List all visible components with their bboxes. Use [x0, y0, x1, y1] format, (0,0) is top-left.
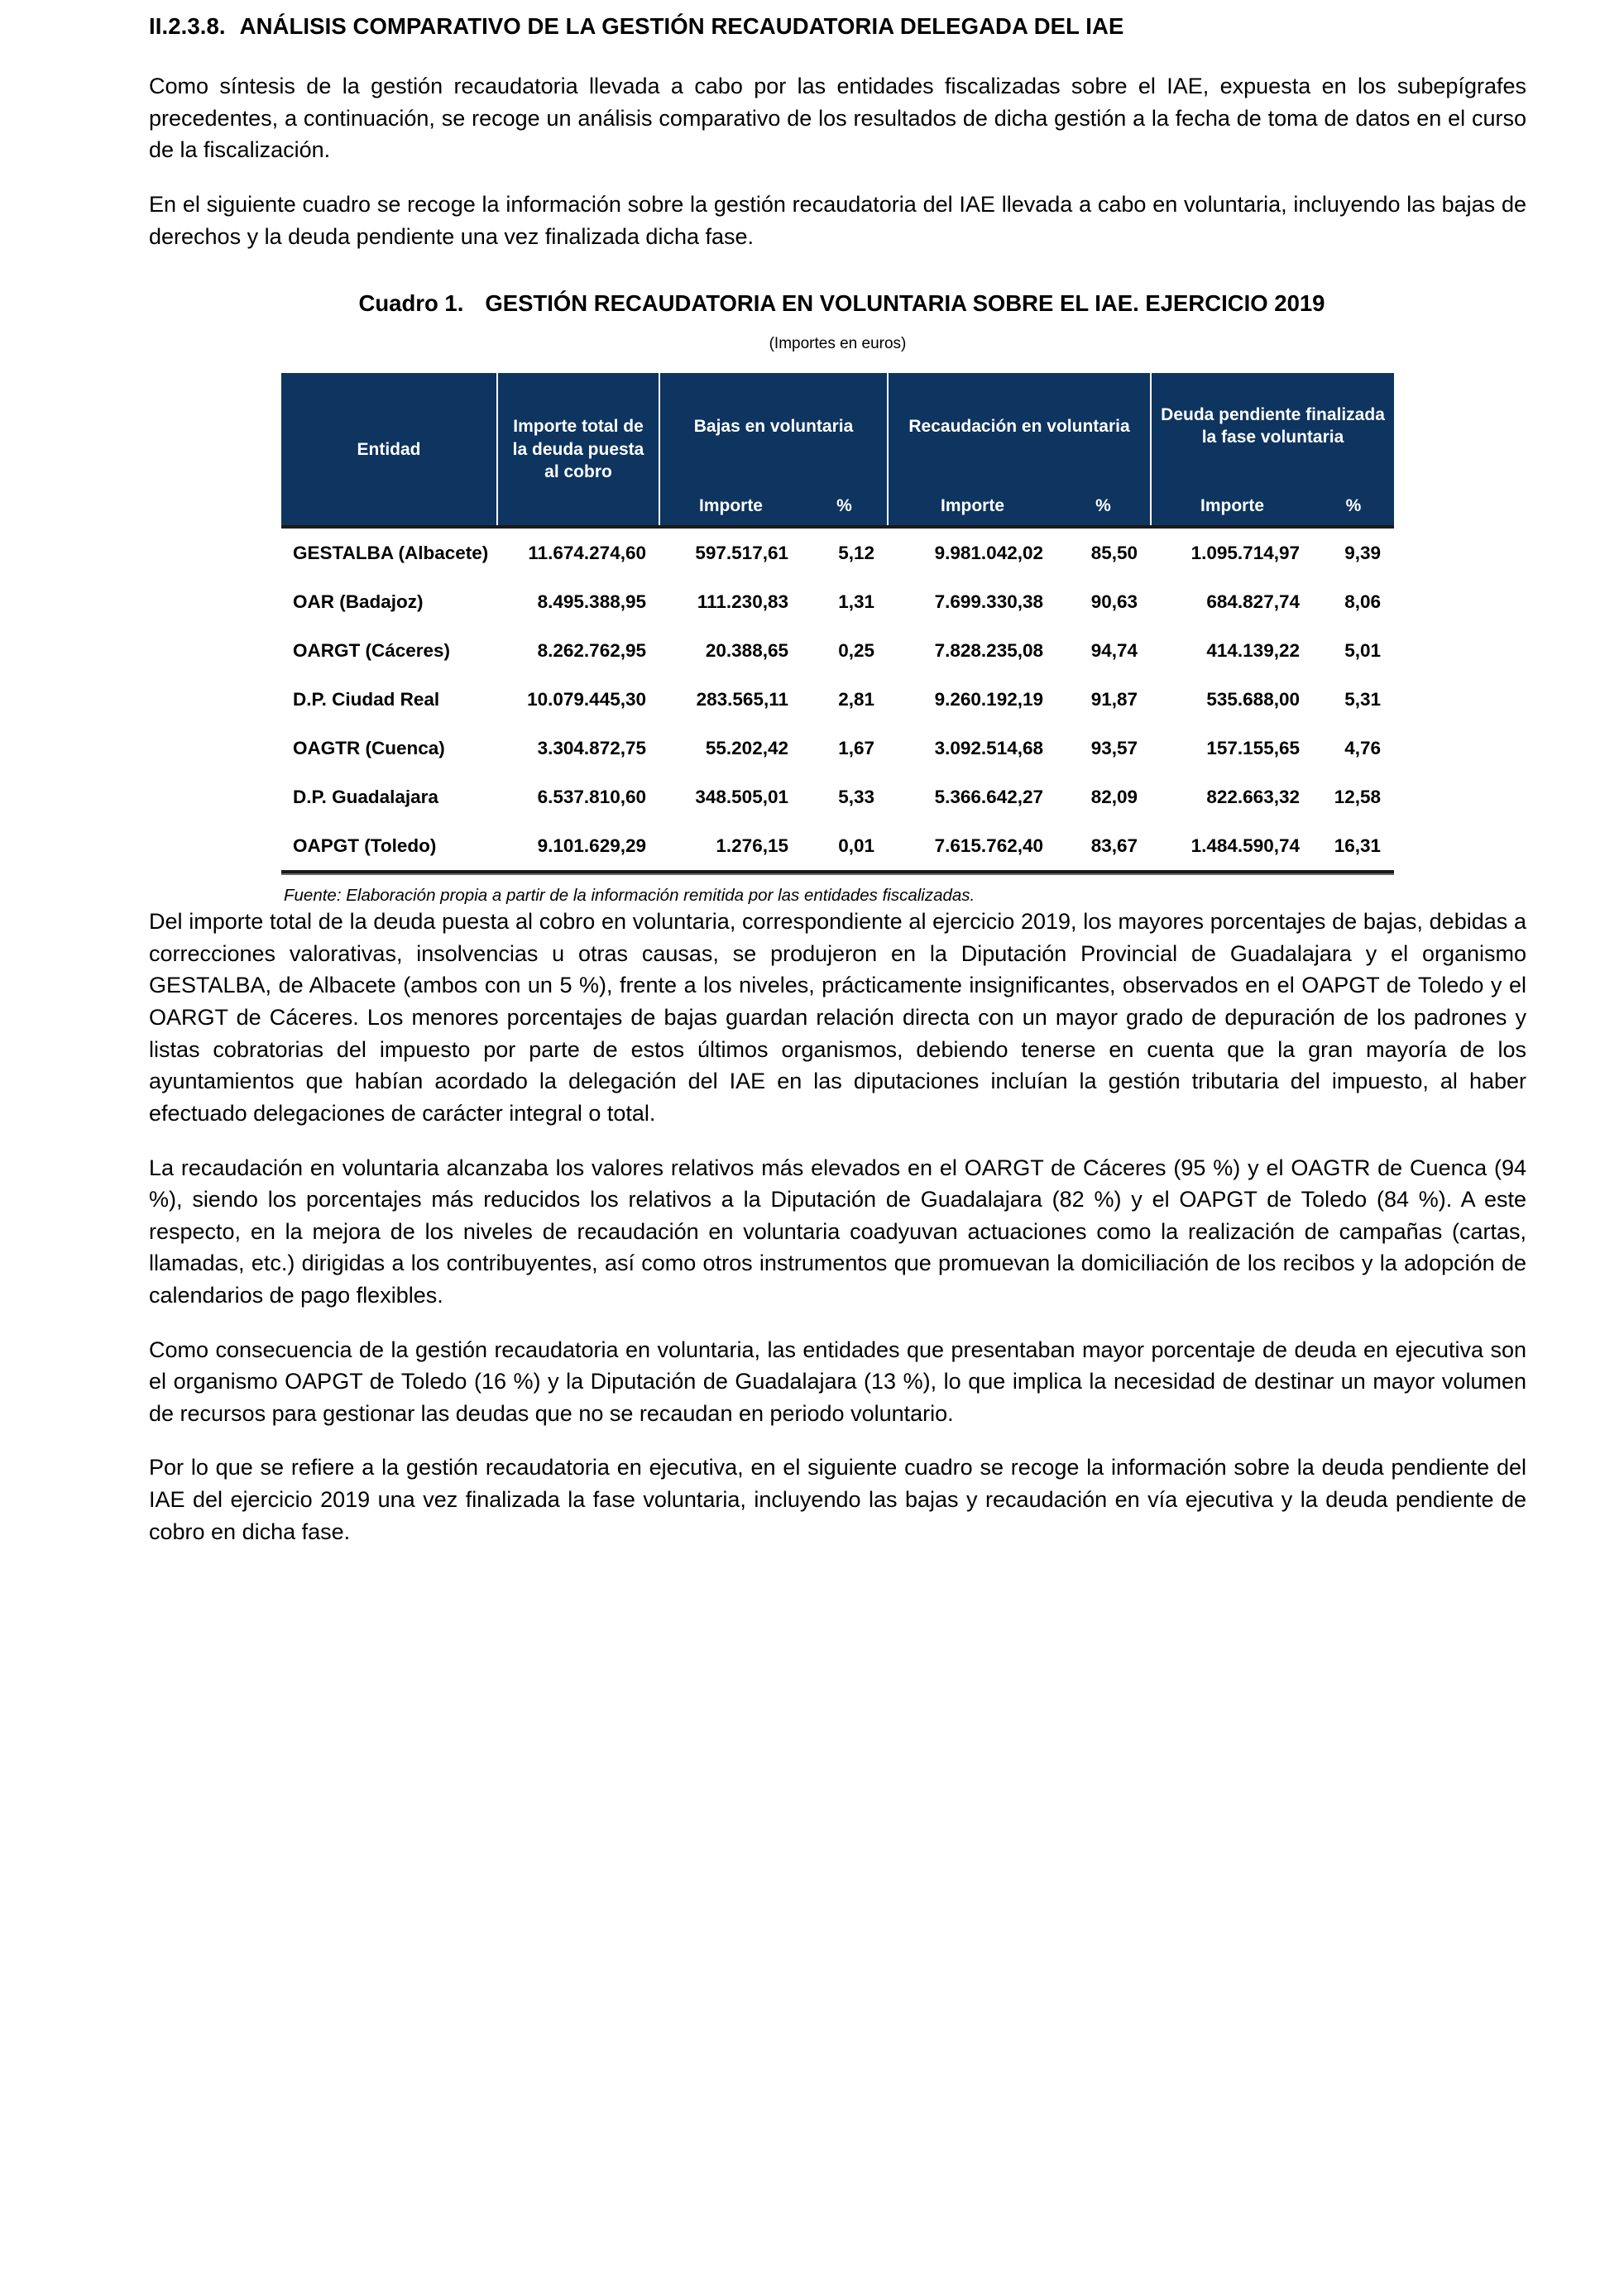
cell-recaudacion-percent: 82,09	[1090, 786, 1138, 807]
cell-deuda-percent: 5,31	[1344, 688, 1381, 710]
subheader-deuda-percent: %	[1313, 479, 1394, 525]
cell-recaudacion-percent: 91,87	[1090, 688, 1138, 710]
cell-importe-total: 6.537.810,60	[537, 786, 646, 807]
section-number: II.2.3.8.	[149, 13, 226, 39]
analysis-paragraph-3: Como consecuencia de la gestión recaudatoria en voluntaria, las entidades que presentaban mayor porcentaje de deuda en ejecutiva son el organismo OAPGT de Toledo (16 %) y la Diputación de Guadalajara (13 %), lo que implica la necesidad de destinar un mayor volumen de recursos para gestionar las deudas que no se recaudan en periodo voluntario.	[149, 1337, 1526, 1426]
cell-bajas-importe: 1.276,15	[716, 835, 788, 856]
cell-bajas-importe: 111.230,83	[697, 591, 788, 612]
cell-entidad: OAPGT (Toledo)	[293, 835, 437, 856]
intro-paragraph-2: En el siguiente cuadro se recoge la información sobre la gestión recaudatoria del IAE llevada a cabo en voluntaria, incluyendo las bajas de derechos y la deuda pendiente una vez finalizada dicha fase.	[149, 192, 1526, 249]
cell-bajas-importe: 597.517,61	[695, 542, 788, 563]
column-header-recaudacion-voluntaria: Recaudación en voluntaria	[888, 373, 1151, 479]
section-title-text: ANÁLISIS COMPARATIVO DE LA GESTIÓN RECAUDATORIA DELEGADA DEL IAE	[239, 13, 1124, 39]
table-row	[281, 675, 1394, 724]
cell-deuda-importe: 822.663,32	[1206, 786, 1300, 807]
cell-entidad: OAR (Badajoz)	[293, 591, 424, 612]
cell-bajas-importe: 20.388,65	[705, 639, 788, 661]
cell-bajas-percent: 5,12	[838, 542, 874, 563]
cell-entidad: D.P. Guadalajara	[293, 786, 438, 807]
table-row	[281, 773, 1394, 821]
cell-bajas-importe: 55.202,42	[705, 737, 788, 758]
cell-recaudacion-percent: 93,57	[1090, 737, 1138, 758]
cell-recaudacion-importe: 7.828.235,08	[934, 639, 1043, 661]
cell-entidad: GESTALBA (Albacete)	[293, 542, 489, 563]
cell-recaudacion-importe: 7.615.762,40	[934, 835, 1043, 856]
cell-deuda-percent: 4,76	[1344, 737, 1381, 758]
cell-bajas-importe: 348.505,01	[695, 786, 788, 807]
table-bottom-rule	[281, 870, 1394, 875]
table-caption-title: GESTIÓN RECAUDATORIA EN VOLUNTARIA SOBRE EL IAE. EJERCICIO 2019	[485, 290, 1325, 317]
cell-bajas-percent: 0,01	[838, 835, 874, 856]
cell-deuda-importe: 535.688,00	[1206, 688, 1300, 710]
cell-deuda-importe: 1.095.714,97	[1190, 542, 1300, 563]
cell-deuda-importe: 157.155,65	[1206, 737, 1300, 758]
cell-recaudacion-importe: 3.092.514,68	[934, 737, 1043, 758]
table-caption	[149, 290, 1526, 317]
cell-entidad: D.P. Ciudad Real	[293, 688, 440, 710]
table-row	[281, 724, 1394, 773]
table-header-group-row	[281, 373, 1394, 479]
cell-bajas-percent: 1,67	[838, 737, 874, 758]
cell-bajas-percent: 2,81	[838, 688, 874, 710]
cell-deuda-percent: 5,01	[1344, 639, 1381, 661]
table-source-note: Fuente: Elaboración propia a partir de la información remitida por las entidades fiscalizadas.	[284, 886, 975, 906]
table-header	[281, 373, 1394, 525]
cell-bajas-percent: 5,33	[838, 786, 874, 807]
column-header-deuda-pendiente: Deuda pendiente finalizada la fase voluntaria	[1151, 373, 1394, 479]
cell-entidad: OARGT (Cáceres)	[293, 639, 451, 661]
cell-recaudacion-percent: 85,50	[1090, 542, 1138, 563]
cell-deuda-percent: 16,31	[1334, 835, 1381, 856]
cell-deuda-percent: 9,39	[1344, 542, 1381, 563]
recaudacion-voluntaria-table	[281, 373, 1394, 525]
page-title	[149, 12, 1526, 41]
table-row	[281, 626, 1394, 675]
table-row	[281, 577, 1394, 626]
cell-recaudacion-importe: 5.366.642,27	[934, 786, 1043, 807]
cell-deuda-importe: 414.139,22	[1206, 639, 1300, 661]
cell-recaudacion-percent: 83,67	[1090, 835, 1138, 856]
cell-deuda-percent: 12,58	[1334, 786, 1381, 807]
analysis-paragraph-4: Por lo que se refiere a la gestión recaudatoria en ejecutiva, en el siguiente cuadro se recoge la información sobre la deuda pendiente del IAE del ejercicio 2019 una vez finalizada la fase voluntaria, incluyendo las bajas y recaudación en vía ejecutiva y la deuda pendiente de cobro en dicha fase.	[149, 1455, 1526, 1544]
column-header-entidad: Entidad	[281, 373, 497, 525]
cell-recaudacion-importe: 9.981.042,02	[934, 542, 1043, 563]
cell-importe-total: 10.079.445,30	[527, 688, 646, 710]
table-row	[281, 821, 1394, 870]
analysis-paragraph-2: La recaudación en voluntaria alcanzaba los valores relativos más elevados en el OARGT de Cáceres (95 %) y el OAGTR de Cuenca (94 %), siendo los porcentajes más reducidos los relativos a la Diputación de Guadalajara (82 %) y el OAPGT de Toledo (84 %). A este respecto, en la mejora de los niveles de recaudación en voluntaria coadyuvan actuaciones como la realización de campañas (cartas, llamadas, etc.) dirigidas a los contribuyentes, así como otros instrumentos que promuevan la domiciliación de los recibos y la adopción de calendarios de pago flexibles.	[149, 1155, 1526, 1308]
table-units-note: (Importes en euros)	[769, 335, 907, 353]
cell-importe-total: 9.101.629,29	[537, 835, 646, 856]
cell-importe-total: 8.495.388,95	[537, 591, 646, 612]
recaudacion-table-container	[281, 373, 1394, 875]
cell-recaudacion-percent: 94,74	[1090, 639, 1138, 661]
cell-bajas-importe: 283.565,11	[696, 688, 788, 710]
cell-bajas-percent: 1,31	[838, 591, 874, 612]
cell-deuda-importe: 1.484.590,74	[1190, 835, 1300, 856]
cell-recaudacion-importe: 7.699.330,38	[934, 591, 1043, 612]
cell-importe-total: 8.262.762,95	[537, 639, 646, 661]
cell-bajas-percent: 0,25	[838, 639, 874, 661]
cell-deuda-importe: 684.827,74	[1206, 591, 1300, 612]
subheader-deuda-importe: Importe	[1151, 479, 1313, 525]
column-header-bajas-voluntaria: Bajas en voluntaria	[659, 373, 888, 479]
cell-recaudacion-importe: 9.260.192,19	[934, 688, 1043, 710]
intro-paragraph-1: Como síntesis de la gestión recaudatoria llevada a cabo por las entidades fiscalizadas sobre el IAE, expuesta en los subepígrafes precedentes, a continuación, se recoge un análisis comparativo de los resultados de dicha gestión a la fecha de toma de datos en el curso de la fiscalización.	[149, 74, 1526, 163]
cell-importe-total: 3.304.872,75	[537, 737, 646, 758]
subheader-bajas-importe: Importe	[659, 479, 802, 525]
subheader-recaudacion-percent: %	[1056, 479, 1151, 525]
cell-deuda-percent: 8,06	[1344, 591, 1381, 612]
subheader-recaudacion-importe: Importe	[888, 479, 1056, 525]
cell-recaudacion-percent: 90,63	[1090, 591, 1138, 612]
subheader-bajas-percent: %	[802, 479, 888, 525]
cell-importe-total: 11.674.274,60	[528, 542, 646, 563]
table-caption-label: Cuadro 1.	[358, 290, 464, 317]
table-body	[281, 529, 1394, 870]
column-header-importe-total: Importe total de la deuda puesta al cobro	[497, 373, 659, 525]
recaudacion-voluntaria-table-body	[281, 529, 1394, 870]
table-row	[281, 529, 1394, 577]
analysis-paragraph-1: Del importe total de la deuda puesta al cobro en voluntaria, correspondiente al ejercicio 2019, los mayores porcentajes de bajas, debidas a correcciones valorativas, insolvencias u otras causas, se produjeron en la Diputación Provincial de Guadalajara y el organismo GESTALBA, de Albacete (ambos con un 5 %), frente a los niveles, prácticamente insignificantes, observados en el OAPGT de Toledo y el OARGT de Cáceres. Los menores porcentajes de bajas guardan relación directa con un mayor grado de depuración de los padrones y listas cobratorias del impuesto por parte de estos últimos organismos, debiendo tenerse en cuenta que la gran mayoría de los ayuntamientos que habían acordado la delegación del IAE en las diputaciones incluían la gestión tributaria del impuesto, al haber efectuado delegaciones de carácter integral o total.	[149, 909, 1526, 1126]
cell-entidad: OAGTR (Cuenca)	[293, 737, 445, 758]
